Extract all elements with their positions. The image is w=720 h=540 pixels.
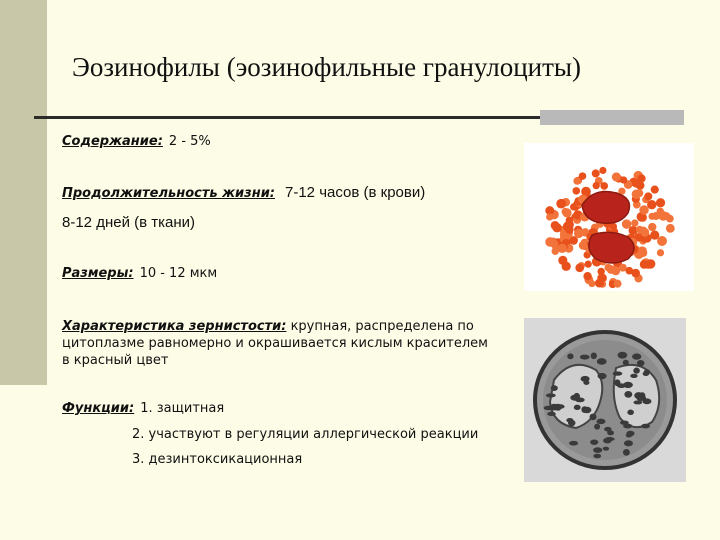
em-granule [632,353,641,359]
em-granule [590,414,597,421]
em-granule [639,392,645,399]
granule-dot [606,264,613,271]
em-granule [627,410,634,416]
granule-dot [595,279,604,288]
granule-dot [631,269,640,278]
granule-dot [562,208,571,217]
granule-dot [574,229,583,238]
granule-dot [593,182,600,189]
granule-dot [639,205,648,214]
em-granule [633,400,642,404]
granule-dot [585,261,592,268]
granule-dot [622,219,631,228]
em-granule [643,371,650,376]
granule-dot [599,167,606,174]
slide-title: Эозинофилы (эозинофильные гранулоциты) [72,52,582,82]
em-granule [598,373,607,379]
em-granule [580,355,590,360]
granule-dot [565,225,573,233]
granule-dot [646,259,655,268]
em-granule [626,433,632,437]
granule-dot [657,208,664,215]
em-granule [547,412,556,416]
granule-dot [546,213,553,220]
granule-dot [612,172,621,181]
granule-dot [558,256,567,265]
em-granule [593,447,602,453]
em-granule [551,385,558,391]
em-granule [618,352,628,359]
lifespan-label: Продолжительность жизни: [62,186,275,201]
granule-dot [647,200,656,209]
size-label: Размеры: [62,266,134,281]
em-granule [607,430,614,435]
em-granule [594,424,600,430]
granularity-line-2: цитоплазме равномерно и окрашивается кислым красителем [62,336,488,351]
left-decor-band [0,0,47,385]
functions-row [62,401,224,416]
content-value: 2 - 5% [168,134,211,149]
granule-dot [620,176,627,183]
lifespan-row [62,184,425,201]
em-granule [569,441,578,446]
granule-dot [572,187,580,195]
functions-label: Функции: [62,401,135,416]
granule-dot [588,280,595,287]
em-granule [591,352,597,359]
granule-dot [641,228,650,237]
granularity-line-1: крупная, распределена по [290,319,474,334]
eosinophil-micrograph-illustration [524,318,686,482]
granule-dot [666,224,675,233]
granule-dot [657,236,667,246]
eosinophil-color-image [524,143,694,291]
em-granule [590,439,598,444]
granule-dot [556,199,566,209]
em-granule [574,405,581,410]
em-granule [550,404,558,411]
function-item-3: 3. дезинтоксикационная [132,452,303,467]
size-value: 10 - 12 мкм [139,266,218,281]
granularity-line-3: в красный цвет [62,353,169,368]
em-granule [633,368,640,374]
em-granule [593,454,601,459]
em-granule [583,407,591,413]
content-label: Содержание: [62,134,163,149]
divider-accent-block [540,110,684,125]
em-granule [581,376,590,382]
granularity-label: Характеристика зернистости: [62,319,287,334]
em-granule [623,449,630,456]
em-granule [596,419,605,424]
em-granule [623,424,632,429]
granule-dot [583,272,591,280]
granule-dot [666,215,674,223]
lifespan-blood-value: 7-12 часов (в крови) [285,184,426,201]
granule-dot [651,186,659,194]
em-granule [568,420,575,426]
em-granule [630,374,637,378]
em-granule [624,391,632,398]
granule-dot [592,169,600,177]
em-granule [597,358,607,365]
granule-dot [579,241,588,250]
em-granule [605,437,615,441]
granule-dot [600,182,608,190]
granularity-block [62,318,512,369]
em-granule [637,360,645,366]
em-granule [603,447,609,451]
em-granule [575,398,585,403]
granule-dot [552,247,560,255]
granule-dot [579,172,587,180]
function-item-2: 2. участвуют в регуляции аллергической реакции [132,427,479,442]
granule-dot [550,240,558,248]
granule-dot [656,198,665,207]
em-granule [614,379,620,386]
em-granule [623,382,633,388]
granule-dot [637,174,645,182]
em-granule [613,371,623,375]
granule-dot [597,268,604,275]
eosinophil-color-illustration [524,143,694,291]
granule-dot [631,219,638,226]
em-granule [546,393,556,397]
lifespan-tissue-value: 8-12 дней (в ткани) [62,214,196,231]
granule-dot [657,249,664,256]
size-row [62,266,217,281]
em-granule [623,360,629,366]
eosinophil-micrograph-image [524,318,686,482]
granule-dot [575,263,584,272]
granule-dot [638,246,647,255]
em-granule [624,440,633,446]
em-granule [567,353,573,359]
granule-dot [551,221,560,230]
granule-dot [614,280,622,288]
granule-dot [632,189,641,198]
content-row [62,134,211,149]
function-item-1: 1. защитная [140,401,225,416]
granule-dot [644,192,652,200]
em-granule [641,424,650,429]
granule-dot [648,223,656,231]
